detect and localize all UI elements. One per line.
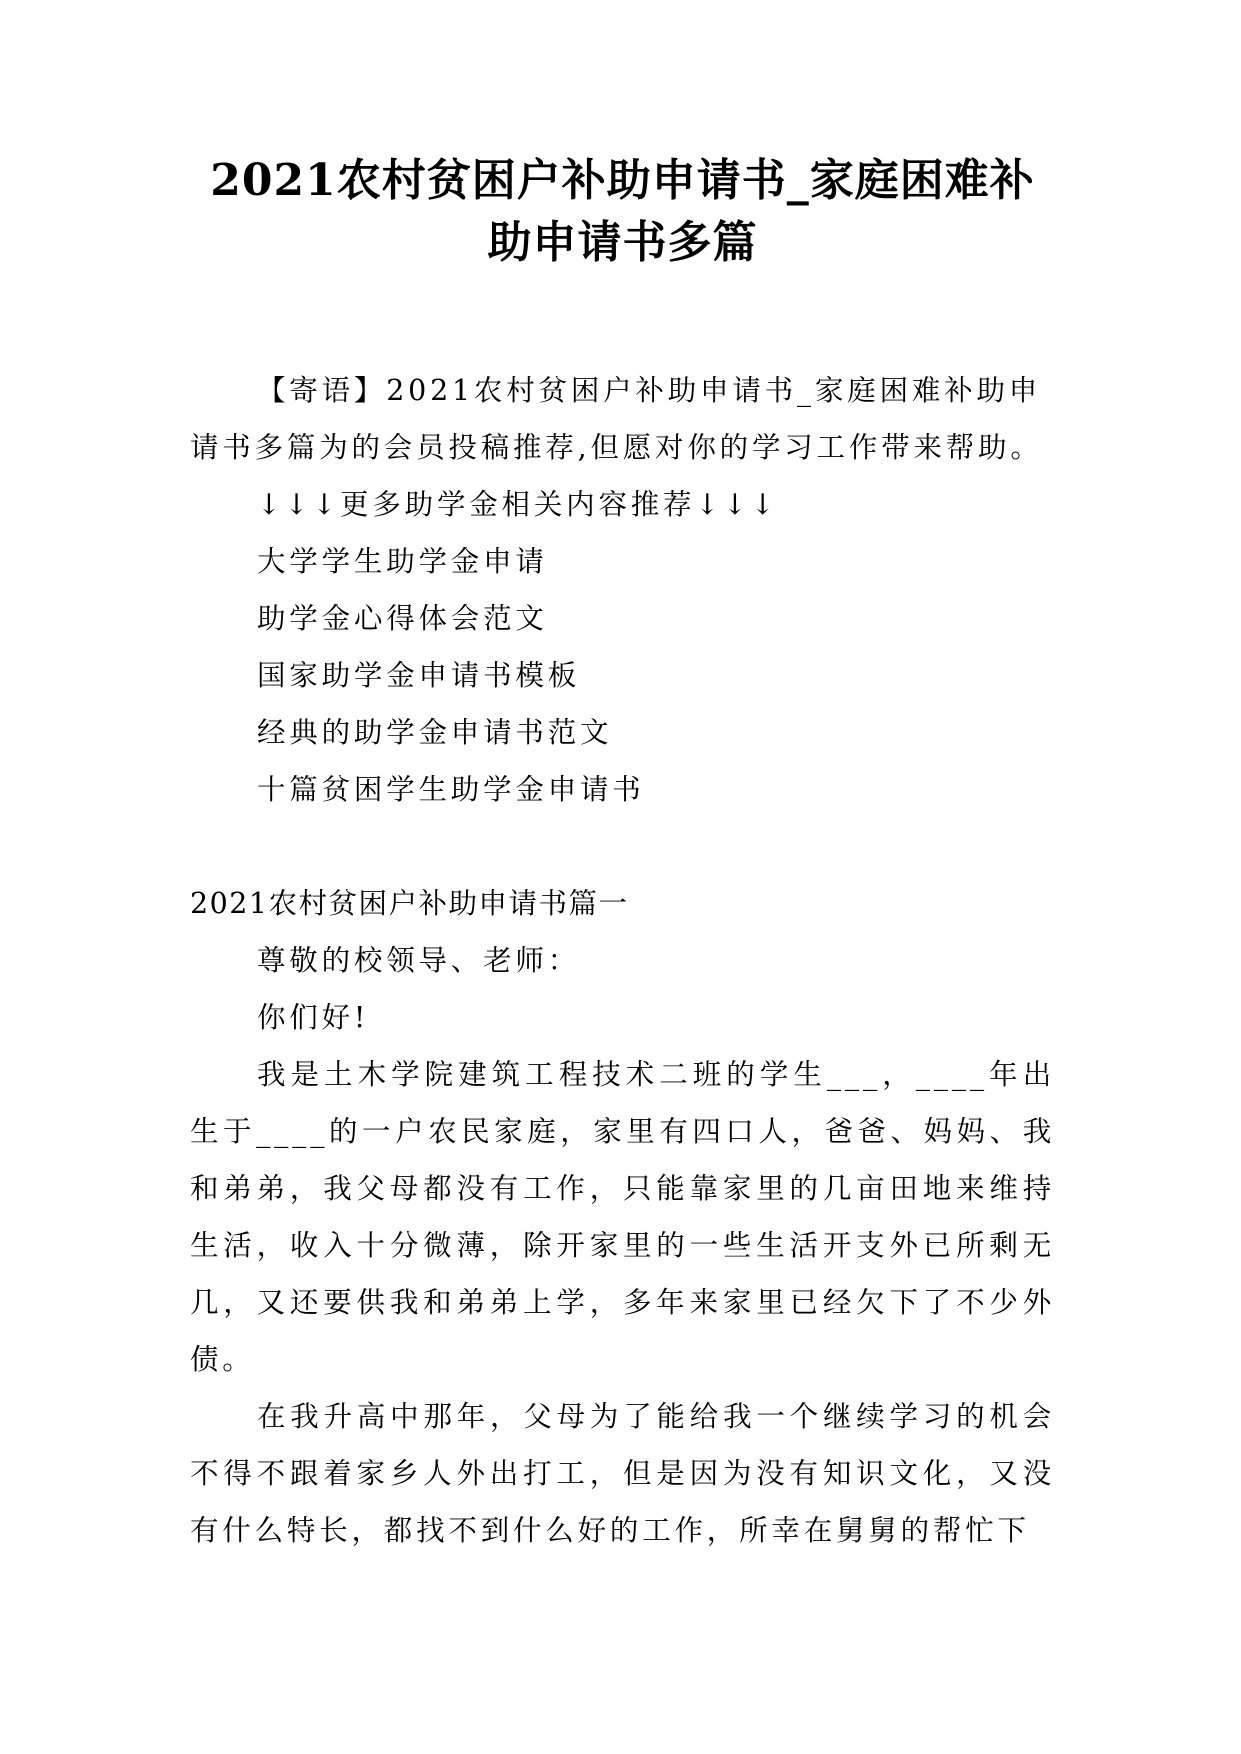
section-heading: 2021农村贫困户补助申请书篇一 [190,887,629,920]
related-link-2[interactable]: 助学金心得体会范文 [257,602,548,635]
body-paragraph-1: 我是土木学院建筑工程技术二班的学生___，____年出生于____的一户农民家庭，家里有四口人，爸爸、妈妈、我和弟弟，我父母都没有工作，只能靠家里的几亩田地来维持生活，收入十分微薄，除开家里的一些生活开支外已所剩无几，又还要供我和弟弟上学，多年来家里已经欠下了不少外债。 [190,1058,1055,1376]
document-page [190,150,1055,1559]
greeting: 你们好! [257,1001,370,1034]
related-link-4[interactable]: 经典的助学金申请书范文 [257,716,613,749]
more-recommendations-line: ↓↓↓更多助学金相关内容推荐↓↓↓ [257,488,779,521]
related-link-5[interactable]: 十篇贫困学生助学金申请书 [257,773,645,806]
document-title: 2021农村贫困户补助申请书_家庭困难补助申请书多篇 [210,155,1035,268]
related-link-3[interactable]: 国家助学金申请书模板 [257,659,581,692]
body-paragraph-2: 在我升高中那年，父母为了能给我一个继续学习的机会不得不跟着家乡人外出打工，但是因为没有知识文化，又没有什么特长，都找不到什么好的工作，所幸在舅舅的帮忙下 [190,1400,1055,1547]
intro-paragraph: 【寄语】2021农村贫困户补助申请书_家庭困难补助申请书多篇为的会员投稿推荐,但愿对你的学习工作带来帮助。 [190,374,1043,464]
related-links-block [190,476,1055,818]
related-link-1[interactable]: 大学学生助学金申请 [257,545,548,578]
salutation: 尊敬的校领导、老师： [257,944,581,977]
